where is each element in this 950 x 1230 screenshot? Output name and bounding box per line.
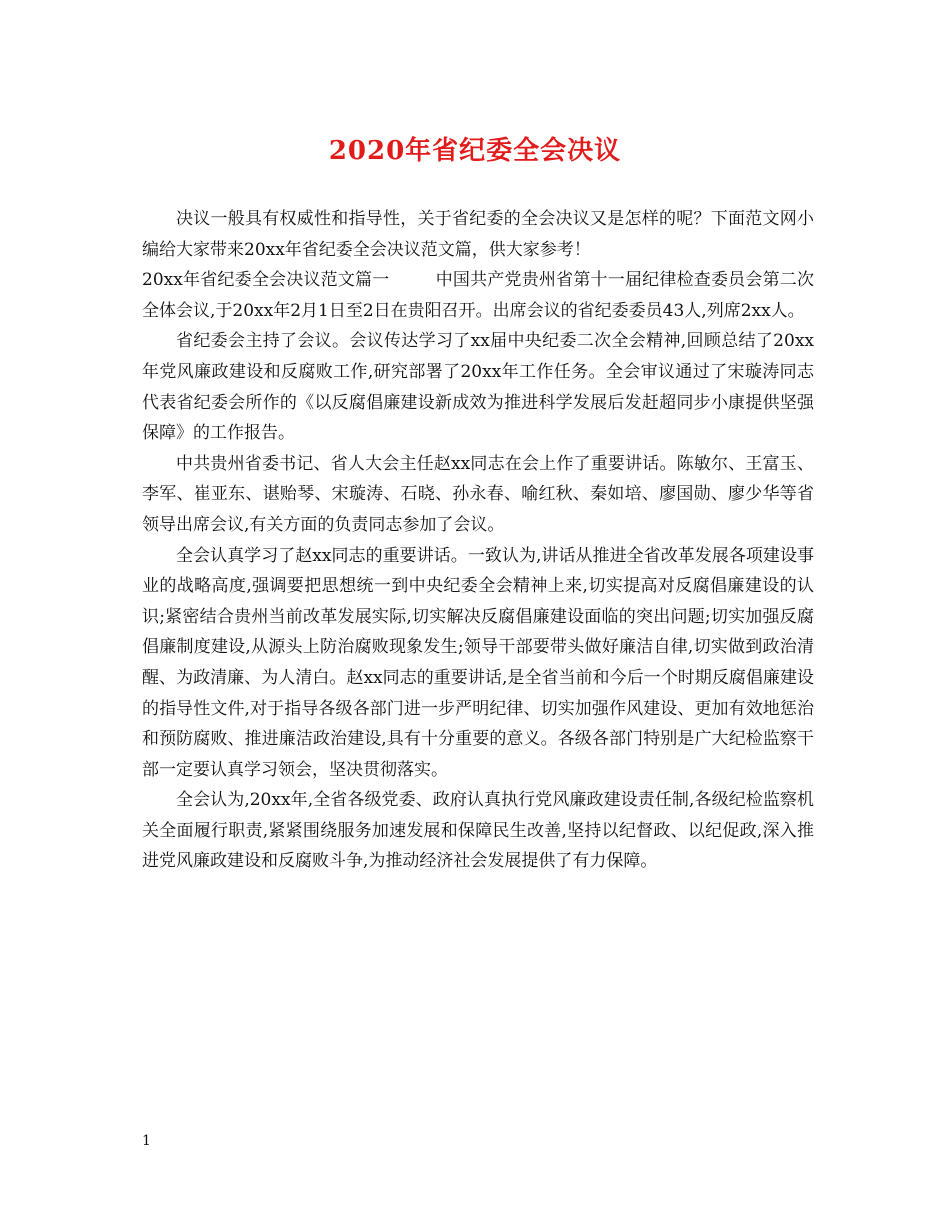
paragraph-speech: 中共贵州省委书记、省人大会主任赵xx同志在会上作了重要讲话。陈敏尔、王富玉、李军、崔亚东、谌贻琴、宋璇涛、石晓、孙永春、喻红秋、秦如培、廖国勋、廖少华等省领导出席会议,有关方面的负责同志参加了会议。 [142, 453, 814, 535]
section-heading: 20xx年省纪委全会决议范文篇一 [142, 270, 390, 291]
document-body [142, 204, 814, 877]
paragraph-section-one [142, 265, 814, 326]
paragraph-meeting: 省纪委会主持了会议。会议传达学习了xx届中央纪委二次全会精神,回顾总结了20xx年党风廉政建设和反腐败工作,研究部署了20xx年工作任务。全会审议通过了宋璇涛同志代表省纪委会所作的《以反腐倡廉建设新成效为推进科学发展后发赶超同步小康提供坚强保障》的工作报告。 [142, 331, 814, 444]
section-text: 中国共产党贵州省第十一届纪律检查委员会第二次全体会议,于20xx年2月1日至2日在贵阳召开。出席会议的省纪委委员43人,列席2xx人。 [142, 270, 815, 321]
paragraph-review: 全会认为,20xx年,全省各级党委、政府认真执行党风廉政建设责任制,各级纪检监察机关全面履行职责,紧紧围绕服务加速发展和保障民生改善,坚持以纪督政、以纪促政,深入推进党风廉政建设和反腐败斗争,为推动经济社会发展提供了有力保障。 [142, 790, 814, 872]
document-title: 2020年省纪委全会决议 [328, 136, 622, 166]
page-number: 1 [142, 1133, 151, 1149]
paragraph-intro: 决议一般具有权威性和指导性，关于省纪委的全会决议又是怎样的呢？下面范文网小编给大家带来20xx年省纪委全会决议范文篇，供大家参考！ [142, 209, 814, 260]
paragraph-study: 全会认真学习了赵xx同志的重要讲话。一致认为,讲话从推进全省改革发展各项建设事业的战略高度,强调要把思想统一到中央纪委全会精神上来,切实提高对反腐倡廉建设的认识;紧密结合贵州当前改革发展实际,切实解决反腐倡廉建设面临的突出问题;切实加强反腐倡廉制度建设,从源头上防治腐败现象发生;领导干部要带头做好廉洁自律,切实做到政治清醒、为政清廉、为人清白。赵xx同志的重要讲话,是全省当前和今后一个时期反腐倡廉建设的指导性文件,对于指导各级各部门进一步严明纪律、切实加强作风建设、更加有效地惩治和预防腐败、推进廉洁政治建设,具有十分重要的意义。各级各部门特别是广大纪检监察干部一定要认真学习领会，坚决贯彻落实。 [142, 545, 814, 780]
